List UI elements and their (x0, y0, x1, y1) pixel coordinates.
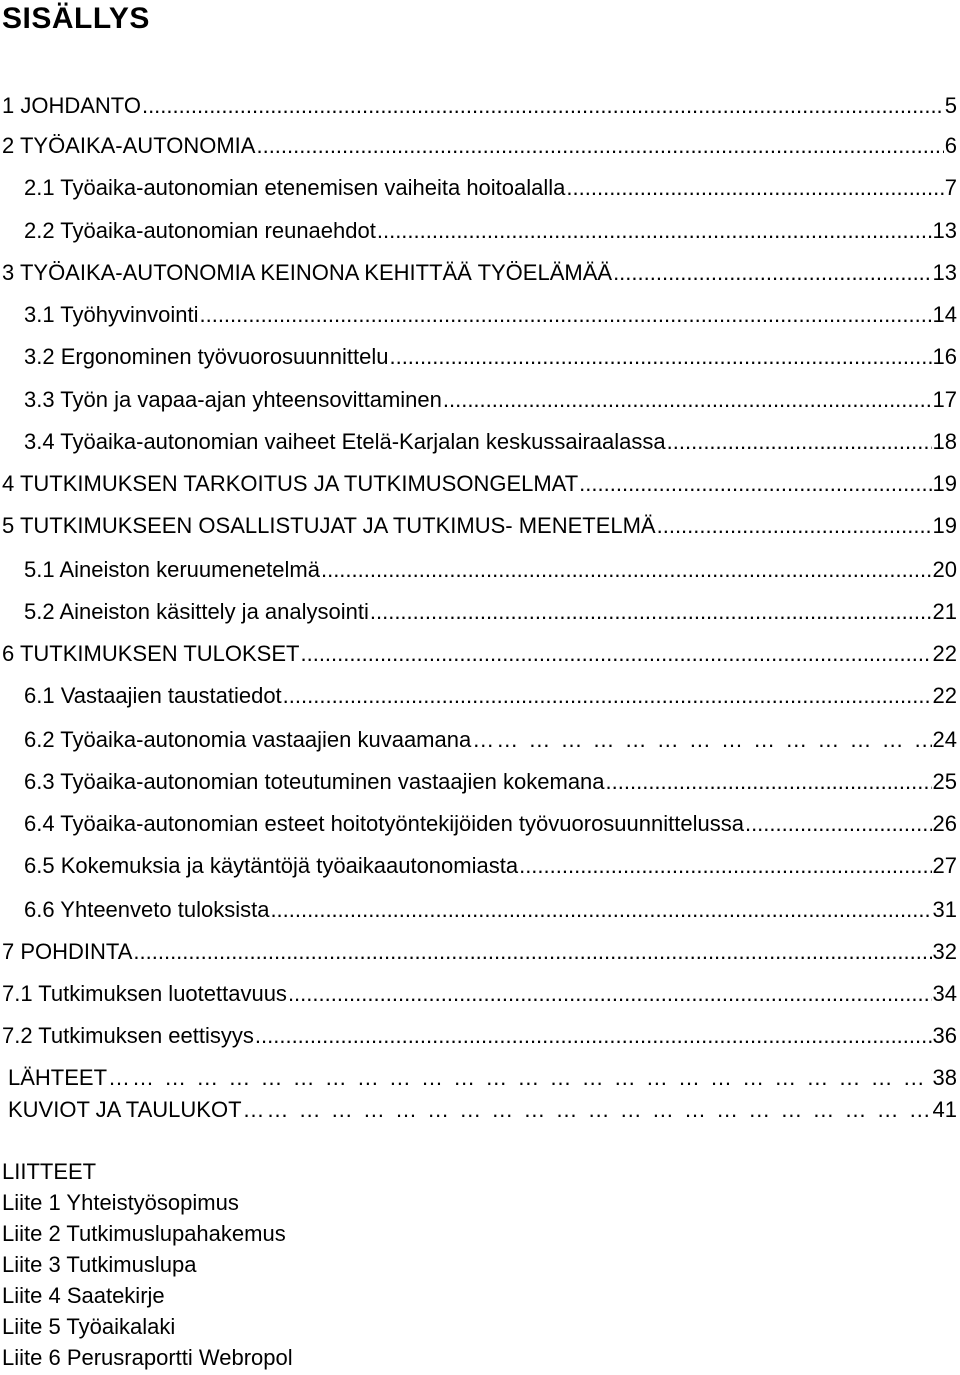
toc-leader-dots (321, 555, 932, 585)
appendix-item[interactable]: Liite 6 Perusraportti Webropol (2, 1345, 293, 1370)
toc-leader-dots (270, 895, 931, 925)
toc-entry-label: 7.2 Tutkimuksen eettisyys (2, 1023, 254, 1048)
toc-entry-page: 6 (944, 133, 957, 158)
toc-entry-label: 5.2 Aineiston käsittely ja analysointi (24, 599, 369, 624)
toc-entry-label: 1 JOHDANTO (2, 93, 141, 118)
toc-entry-label: 4 TUTKIMUKSEN TARKOITUS JA TUTKIMUSONGELMAT (2, 471, 579, 496)
appendix-heading: LIITTEET (2, 1159, 97, 1184)
toc-entry-page: 13 (932, 260, 957, 285)
page-title: SISÄLLYS (2, 2, 150, 35)
toc-entry-label: 6.6 Yhteenveto tuloksista (24, 897, 270, 922)
appendix-item[interactable]: Liite 4 Saatekirje (2, 1283, 165, 1308)
appendix-item[interactable]: Liite 3 Tutkimuslupa (2, 1252, 197, 1277)
toc-entry[interactable] (8, 1095, 957, 1125)
toc-entry-page: 16 (932, 344, 957, 369)
appendix-item[interactable]: Liite 1 Yhteistyösopimus (2, 1190, 239, 1215)
toc-entry-page: 5 (944, 93, 957, 118)
toc-leader-dots (745, 809, 932, 839)
toc-entry[interactable] (24, 597, 957, 627)
toc-entry-page: 32 (932, 939, 957, 964)
toc-entry-page: 34 (932, 981, 957, 1006)
toc-entry[interactable] (2, 91, 957, 121)
toc-entry-label: 3.4 Työaika-autonomian vaiheet Etelä-Karjalan keskussairaalassa (24, 429, 666, 454)
toc-entry[interactable] (24, 681, 957, 711)
toc-entry-label: 3.2 Ergonominen työvuorosuunnittelu (24, 344, 389, 369)
toc-leader-dots (300, 639, 931, 669)
toc-entry-page: 22 (932, 683, 957, 708)
toc-entry-label: 6.2 Työaika-autonomia vastaajien kuvaamana (24, 727, 472, 752)
toc-leader-dots (243, 1095, 932, 1125)
toc-entry[interactable] (24, 555, 957, 585)
toc-entry-page: 14 (932, 302, 957, 327)
toc-entry-page: 27 (932, 853, 957, 878)
toc-entry[interactable] (24, 809, 957, 839)
toc-entry-label: 5 TUTKIMUKSEEN OSALLISTUJAT JA TUTKIMUS- MENETELMÄ (2, 513, 656, 538)
toc-entry[interactable] (24, 725, 957, 755)
toc-entry-label: 2.1 Työaika-autonomian etenemisen vaiheita hoitoalalla (24, 175, 566, 200)
toc-leader-dots (142, 91, 944, 121)
toc-entry[interactable] (24, 385, 957, 415)
toc-entry-label: 3.1 Työhyvinvointi (24, 302, 199, 327)
toc-leader-dots (566, 173, 943, 203)
toc-entry[interactable] (2, 258, 957, 288)
toc-leader-dots (657, 511, 932, 541)
toc-entry-label: 6.5 Kokemuksia ja käytäntöjä työaikaautonomiasta (24, 853, 519, 878)
toc-leader-dots (606, 767, 932, 797)
toc-leader-dots (613, 258, 931, 288)
toc-entry-label: 2 TYÖAIKA-AUTONOMIA (2, 133, 256, 158)
toc-leader-dots (472, 725, 931, 755)
toc-entry[interactable] (24, 342, 957, 372)
toc-entry-page: 36 (932, 1023, 957, 1048)
appendix-list (2, 1156, 293, 1373)
toc-entry-page: 20 (932, 557, 957, 582)
toc-entry-page: 18 (932, 429, 957, 454)
toc-entry-page: 25 (932, 769, 957, 794)
toc-leader-dots (370, 597, 932, 627)
toc-leader-dots (443, 385, 932, 415)
appendix-item[interactable]: Liite 2 Tutkimuslupahakemus (2, 1221, 286, 1246)
appendix-item[interactable]: Liite 5 Työaikalaki (2, 1314, 176, 1339)
toc-entry-label: 6.3 Työaika-autonomian toteutuminen vastaajien kokemana (24, 769, 605, 794)
toc-entry[interactable] (24, 173, 957, 203)
toc-entry-label: 6.1 Vastaajien taustatiedot (24, 683, 282, 708)
toc-entry-label: 6 TUTKIMUKSEN TULOKSET (2, 641, 300, 666)
toc-entry-label: 3.3 Työn ja vapaa-ajan yhteensovittaminen (24, 387, 442, 412)
toc-entry-page: 19 (932, 471, 957, 496)
toc-leader-dots (133, 937, 931, 967)
toc-entry-page: 13 (932, 218, 957, 243)
toc-entry-page: 7 (944, 175, 957, 200)
toc-entry[interactable] (24, 767, 957, 797)
toc-entry[interactable] (2, 639, 957, 669)
toc-entry-page: 21 (932, 599, 957, 624)
toc-entry-label: 6.4 Työaika-autonomian esteet hoitotyöntekijöiden työvuorosuunnittelussa (24, 811, 744, 836)
toc-entry[interactable] (24, 895, 957, 925)
toc-entry-label: LÄHTEET (8, 1065, 108, 1090)
toc-leader-dots (283, 681, 932, 711)
toc-entry-label: 7.1 Tutkimuksen luotettavuus (2, 981, 287, 1006)
toc-entry[interactable] (2, 131, 957, 161)
toc-entry-page: 22 (932, 641, 957, 666)
toc-entry[interactable] (8, 1063, 957, 1093)
toc-entry[interactable] (2, 937, 957, 967)
toc-entry-label: 3 TYÖAIKA-AUTONOMIA KEINONA KEHITTÄÄ TYÖELÄMÄÄ (2, 260, 613, 285)
toc-entry[interactable] (24, 851, 957, 881)
toc-entry[interactable] (24, 216, 957, 246)
toc-entry[interactable] (24, 427, 957, 457)
toc-leader-dots (389, 342, 931, 372)
toc-leader-dots (579, 469, 931, 499)
toc-entry-label: 2.2 Työaika-autonomian reunaehdot (24, 218, 376, 243)
toc-leader-dots (519, 851, 931, 881)
toc-entry-page: 31 (932, 897, 957, 922)
toc-entry[interactable] (2, 469, 957, 499)
toc-entry-label: KUVIOT JA TAULUKOT (8, 1097, 242, 1122)
toc-leader-dots (288, 979, 932, 1009)
toc-entry[interactable] (24, 300, 957, 330)
toc-entry[interactable] (2, 1021, 957, 1051)
toc-entry-label: 7 POHDINTA (2, 939, 133, 964)
toc-leader-dots (108, 1063, 931, 1093)
toc-entry-page: 38 (932, 1065, 957, 1090)
toc-leader-dots (377, 216, 932, 246)
toc-entry-page: 19 (932, 513, 957, 538)
toc-entry-page: 26 (932, 811, 957, 836)
toc-entry-page: 41 (932, 1097, 957, 1122)
toc-entry[interactable] (2, 979, 957, 1009)
toc-leader-dots (667, 427, 932, 457)
toc-leader-dots (199, 300, 931, 330)
toc-leader-dots (255, 1021, 932, 1051)
toc-entry-page: 24 (932, 727, 957, 752)
toc-entry-label: 5.1 Aineiston keruumenetelmä (24, 557, 320, 582)
toc-entry-page: 17 (932, 387, 957, 412)
toc-leader-dots (256, 131, 943, 161)
toc-entry[interactable] (2, 511, 957, 541)
